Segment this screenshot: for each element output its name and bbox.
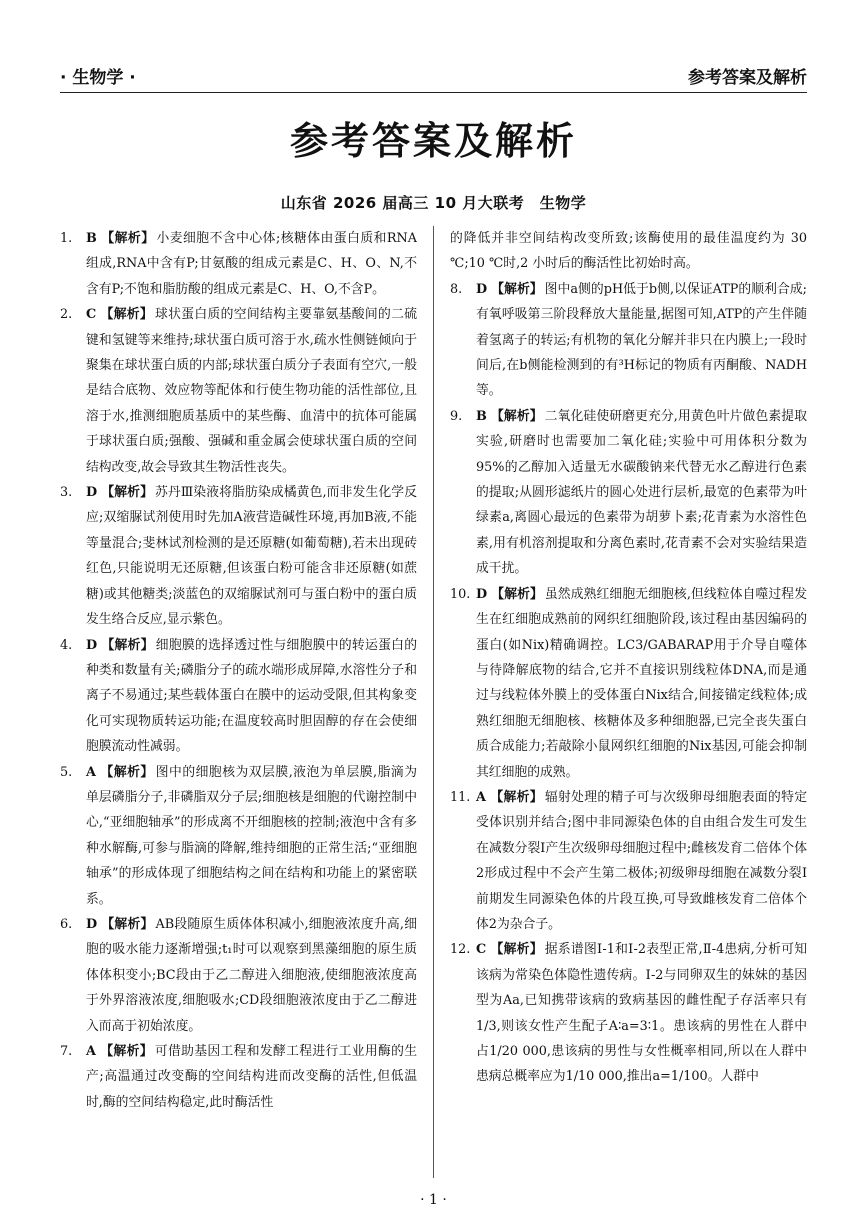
answer-letter: A: [86, 764, 96, 780]
analysis-tag: 【解析】: [100, 1044, 153, 1059]
answer-letter: A: [476, 789, 486, 805]
item-number: 11.: [450, 789, 471, 805]
answer-letter: D: [86, 485, 98, 501]
answer-letter: D: [476, 281, 488, 297]
analysis-tag: 【解析】: [101, 231, 155, 246]
analysis-text: 图中a侧的pH低于b侧,以保证ATP的顺利合成;有氧呼吸第三阶段释放大量能量,据图可知,ATP的产生伴随着氢离子的转运;有机物的氧化分解并非只在内膜上;一段时间后,在b侧能检测到的有³H标记的物质有丙酮酸、NADH等。: [476, 281, 807, 399]
left-column: [60, 226, 417, 1178]
analysis-text: 小麦细胞不含中心体;核糖体由蛋白质和RNA组成,RNA中含有P;甘氨酸的组成元素是C、H、O、N,不含有P;不饱和脂肪酸的组成元素是C、H、O,不含P。: [86, 231, 417, 297]
item-number: 9.: [450, 408, 463, 424]
item-number: 1.: [60, 231, 73, 246]
running-header: [60, 58, 807, 88]
analysis-tag: 【解析】: [491, 408, 543, 424]
answer-item: [60, 633, 417, 760]
header-section: 参考答案及解析: [688, 68, 807, 88]
answer-item: [450, 937, 807, 1089]
item-number: 3.: [60, 485, 73, 501]
analysis-tag: 【解析】: [490, 942, 543, 958]
answer-letter: D: [86, 916, 98, 932]
analysis-tag: 【解析】: [101, 916, 154, 932]
analysis-tag: 【解析】: [490, 789, 543, 805]
continuation-text: 的降低并非空间结构改变所致;该酶使用的最佳温度约为 30 ℃;10 ℃时,2 小时后的酶活性比初始时高。: [450, 231, 807, 272]
answer-item: [60, 480, 417, 632]
answer-item: [450, 277, 807, 404]
item-number: 7.: [60, 1044, 73, 1059]
answer-letter: B: [86, 231, 97, 246]
header-rule: [60, 92, 807, 93]
item-number: 6.: [60, 916, 73, 932]
analysis-text: 图中的细胞核为双层膜,液泡为单层膜,脂滴为单层磷脂分子,非磷脂双分子层;细胞核是细胞的代谢控制中心,“亚细胞轴承”的形成离不开细胞核的控制;液泡中含有多种水解酶,可参与脂滴的降解,维持细胞的正常生活;“亚细胞轴承”的形成体现了细胞结构之间在结构和功能上的紧密联系。: [86, 764, 417, 907]
item-number: 12.: [450, 942, 471, 958]
header-subject: · 生物学 ·: [60, 68, 136, 88]
answer-letter: D: [476, 586, 488, 602]
item-number: 5.: [60, 764, 73, 780]
answer-letter: C: [476, 942, 487, 958]
two-column-body: [60, 226, 807, 1178]
analysis-tag: 【解析】: [100, 307, 154, 323]
analysis-tag: 【解析】: [491, 281, 543, 297]
analysis-text: 据系谱图Ⅰ-1和Ⅰ-2表型正常,Ⅱ-4患病,分析可知该病为常染色体隐性遗传病。Ⅰ-2与同卵双生的妹妹的基因型为Aa,已知携带该病的致病基因的雌性配子存活率只有1/3,则该女性产生配子A∶a=3∶1。患该病的男性在人群中占1/20 000,患该病的男性与女性概率相同,所以在人群中患病总概率应为1/10 000,推出a=1/100。人群中: [476, 942, 807, 1085]
exam-subtitle: 山东省 2026 届高三 10 月大联考 生物学: [280, 194, 587, 212]
item-number: 4.: [60, 637, 73, 653]
page-number: · 1 ·: [420, 1192, 447, 1208]
answer-item: [450, 582, 807, 785]
item-number: 2.: [60, 307, 73, 323]
answer-letter: C: [86, 307, 97, 323]
answer-item: [60, 760, 417, 912]
analysis-tag: 【解析】: [101, 485, 153, 501]
answer-item: [60, 302, 417, 480]
analysis-text: 苏丹Ⅲ染液将脂肪染成橘黄色,而非发生化学反应;双缩脲试剂使用时先加A液营造碱性环境,再加B液,不能等量混合;斐林试剂检测的是还原糖(如葡萄糖),若未出现砖红色,只能说明无还原糖,但该蛋白粉可能含非还原糖(如蔗糖)或其他糖类;淡蓝色的双缩脲试剂可与蛋白粉中的蛋白质发生络合反应,显示紫色。: [86, 485, 417, 628]
analysis-text: 细胞膜的选择透过性与细胞膜中的转运蛋白的种类和数量有关;磷脂分子的疏水端形成屏障,水溶性分子和离子不易通过;某些载体蛋白在膜中的运动受限,但其构象变化可实现物质转运功能;在温度较高时胆固醇的存在会使细胞膜流动性减弱。: [86, 637, 417, 755]
analysis-text: AB段随原生质体体积减小,细胞液浓度升高,细胞的吸水能力逐渐增强;t₁时可以观察到黑藻细胞的原生质体体积变小;BC段由于乙二醇进入细胞液,使细胞液浓度高于外界溶液浓度,细胞吸水;CD段细胞液浓度由于乙二醇进入而高于初始浓度。: [86, 916, 417, 1034]
answer-item: [450, 785, 807, 937]
answer-item: [60, 1039, 417, 1115]
analysis-tag: 【解析】: [100, 764, 154, 780]
analysis-text: 虽然成熟红细胞无细胞核,但线粒体自噬过程发生在红细胞成熟前的网织红细胞阶段,该过程由基因编码的蛋白(如Nix)精确调控。LC3/GABARAP用于介导自噬体与待降解底物的结合,它并不直接识别线粒体DNA,而是通过与线粒体外膜上的受体蛋白Nix结合,间接锚定线粒体;成熟红细胞无细胞核、核糖体及多种细胞器,已完全丧失蛋白质合成能力;若敲除小鼠网织红细胞的Nix基因,可能会抑制其红细胞的成熟。: [476, 586, 807, 780]
answer-letter: A: [86, 1044, 96, 1059]
item-number: 8.: [450, 281, 463, 297]
analysis-text: 辐射处理的精子可与次级卵母细胞表面的特定受体识别并结合;图中非同源染色体的自由组合发生可发生在减数分裂Ⅰ产生次级卵母细胞过程中;雌核发育二倍体个体2形成过程中不会产生第二极体;初级卵母细胞在减数分裂Ⅰ前期发生同源染色体的片段互换,可导致雌核发育二倍体个体2为杂合子。: [476, 789, 807, 932]
answer-item: [60, 912, 417, 1039]
analysis-tag: 【解析】: [491, 586, 543, 602]
answer-letter: B: [476, 408, 487, 424]
analysis-tag: 【解析】: [101, 637, 154, 653]
answer-letter: D: [86, 637, 98, 653]
analysis-text: 可借助基因工程和发酵工程进行工业用酶的生产;高温通过改变酶的空间结构进而改变酶的活性,但低温时,酶的空间结构稳定,此时酶活性: [86, 1044, 417, 1110]
column-divider: [433, 226, 434, 1178]
answer-item: [60, 226, 417, 302]
answer-item: [450, 404, 807, 582]
page-title: 参考答案及解析: [289, 119, 577, 163]
analysis-text: 二氧化硅使研磨更充分,用黄色叶片做色素提取实验,研磨时也需要加二氧化硅;实验中可用体积分数为95%的乙醇加入适量无水碳酸钠来代替无水乙醇进行色素的提取;从圆形滤纸片的圆心处进行层析,最宽的色素带为叶绿素a,离圆心最远的色素带为胡萝卜素;花青素为水溶性色素,用有机溶剂提取和分离色素时,花青素不会对实验结果造成干扰。: [476, 408, 807, 577]
analysis-text: 球状蛋白质的空间结构主要靠氨基酸间的二硫键和氢键等来维持;球状蛋白质可溶于水,疏水性侧链倾向于聚集在球状蛋白质的内部;球状蛋白质分子表面有空穴,一般是结合底物、效应物等配体和行使生物功能的活性部位,且溶于水,推测细胞质基质中的某些酶、血清中的抗体可能属于球状蛋白质;强酸、强碱和重金属会使球状蛋白质的空间结构改变,故会导致其生物活性丧失。: [86, 307, 417, 475]
right-column: [450, 226, 807, 1178]
item-number: 10.: [450, 586, 471, 602]
